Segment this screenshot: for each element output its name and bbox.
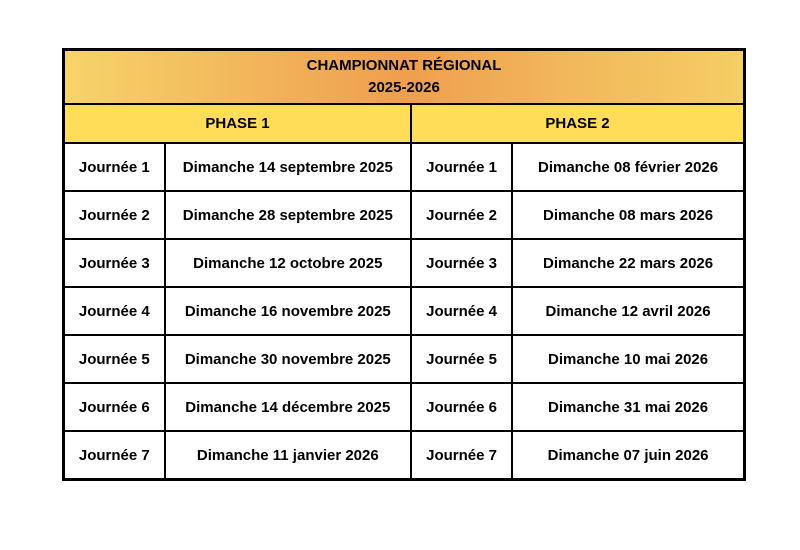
phase1-journee-cell: Journée 4: [64, 287, 165, 335]
phase1-journee-cell: Journée 3: [64, 239, 165, 287]
title-line-1: CHAMPIONNAT RÉGIONAL: [306, 57, 502, 75]
schedule-row: [64, 383, 745, 431]
phase1-journee-cell: Journée 6: [64, 383, 165, 431]
title-row: [64, 50, 745, 105]
phase-2-header: PHASE 2: [411, 104, 745, 143]
phase1-date-cell: Dimanche 30 novembre 2025: [165, 335, 411, 383]
schedule-row: [64, 191, 745, 239]
schedule-row: [64, 335, 745, 383]
phase1-date-cell: Dimanche 16 novembre 2025: [165, 287, 411, 335]
phase2-journee-cell: Journée 3: [411, 239, 512, 287]
phase1-date-cell: Dimanche 28 septembre 2025: [165, 191, 411, 239]
phase-header-row: [64, 104, 745, 143]
phase2-journee-cell: Journée 6: [411, 383, 512, 431]
phase-1-header: PHASE 1: [64, 104, 411, 143]
phase2-date-cell: Dimanche 12 avril 2026: [512, 287, 744, 335]
title-line-2: 2025-2026: [368, 79, 440, 96]
schedule-rows: [64, 143, 745, 480]
phase1-journee-cell: Journée 1: [64, 143, 165, 191]
phase1-journee-cell: Journée 5: [64, 335, 165, 383]
phase2-date-cell: Dimanche 10 mai 2026: [512, 335, 744, 383]
phase1-date-cell: Dimanche 11 janvier 2026: [165, 431, 411, 480]
phase2-journee-cell: Journée 5: [411, 335, 512, 383]
phase2-journee-cell: Journée 2: [411, 191, 512, 239]
phase1-date-cell: Dimanche 12 octobre 2025: [165, 239, 411, 287]
schedule-row: [64, 143, 745, 191]
schedule-row: [64, 239, 745, 287]
phase1-date-cell: Dimanche 14 septembre 2025: [165, 143, 411, 191]
phase2-date-cell: Dimanche 07 juin 2026: [512, 431, 744, 480]
phase2-date-cell: Dimanche 22 mars 2026: [512, 239, 744, 287]
phase2-date-cell: Dimanche 31 mai 2026: [512, 383, 744, 431]
phase1-journee-cell: Journée 2: [64, 191, 165, 239]
phase2-date-cell: Dimanche 08 février 2026: [512, 143, 744, 191]
table-title: [64, 50, 745, 105]
championship-schedule-table: [62, 48, 746, 481]
schedule-row: [64, 431, 745, 480]
phase2-journee-cell: Journée 7: [411, 431, 512, 480]
phase2-journee-cell: Journée 4: [411, 287, 512, 335]
phase2-date-cell: Dimanche 08 mars 2026: [512, 191, 744, 239]
phase2-journee-cell: Journée 1: [411, 143, 512, 191]
phase1-date-cell: Dimanche 14 décembre 2025: [165, 383, 411, 431]
schedule-row: [64, 287, 745, 335]
phase1-journee-cell: Journée 7: [64, 431, 165, 480]
